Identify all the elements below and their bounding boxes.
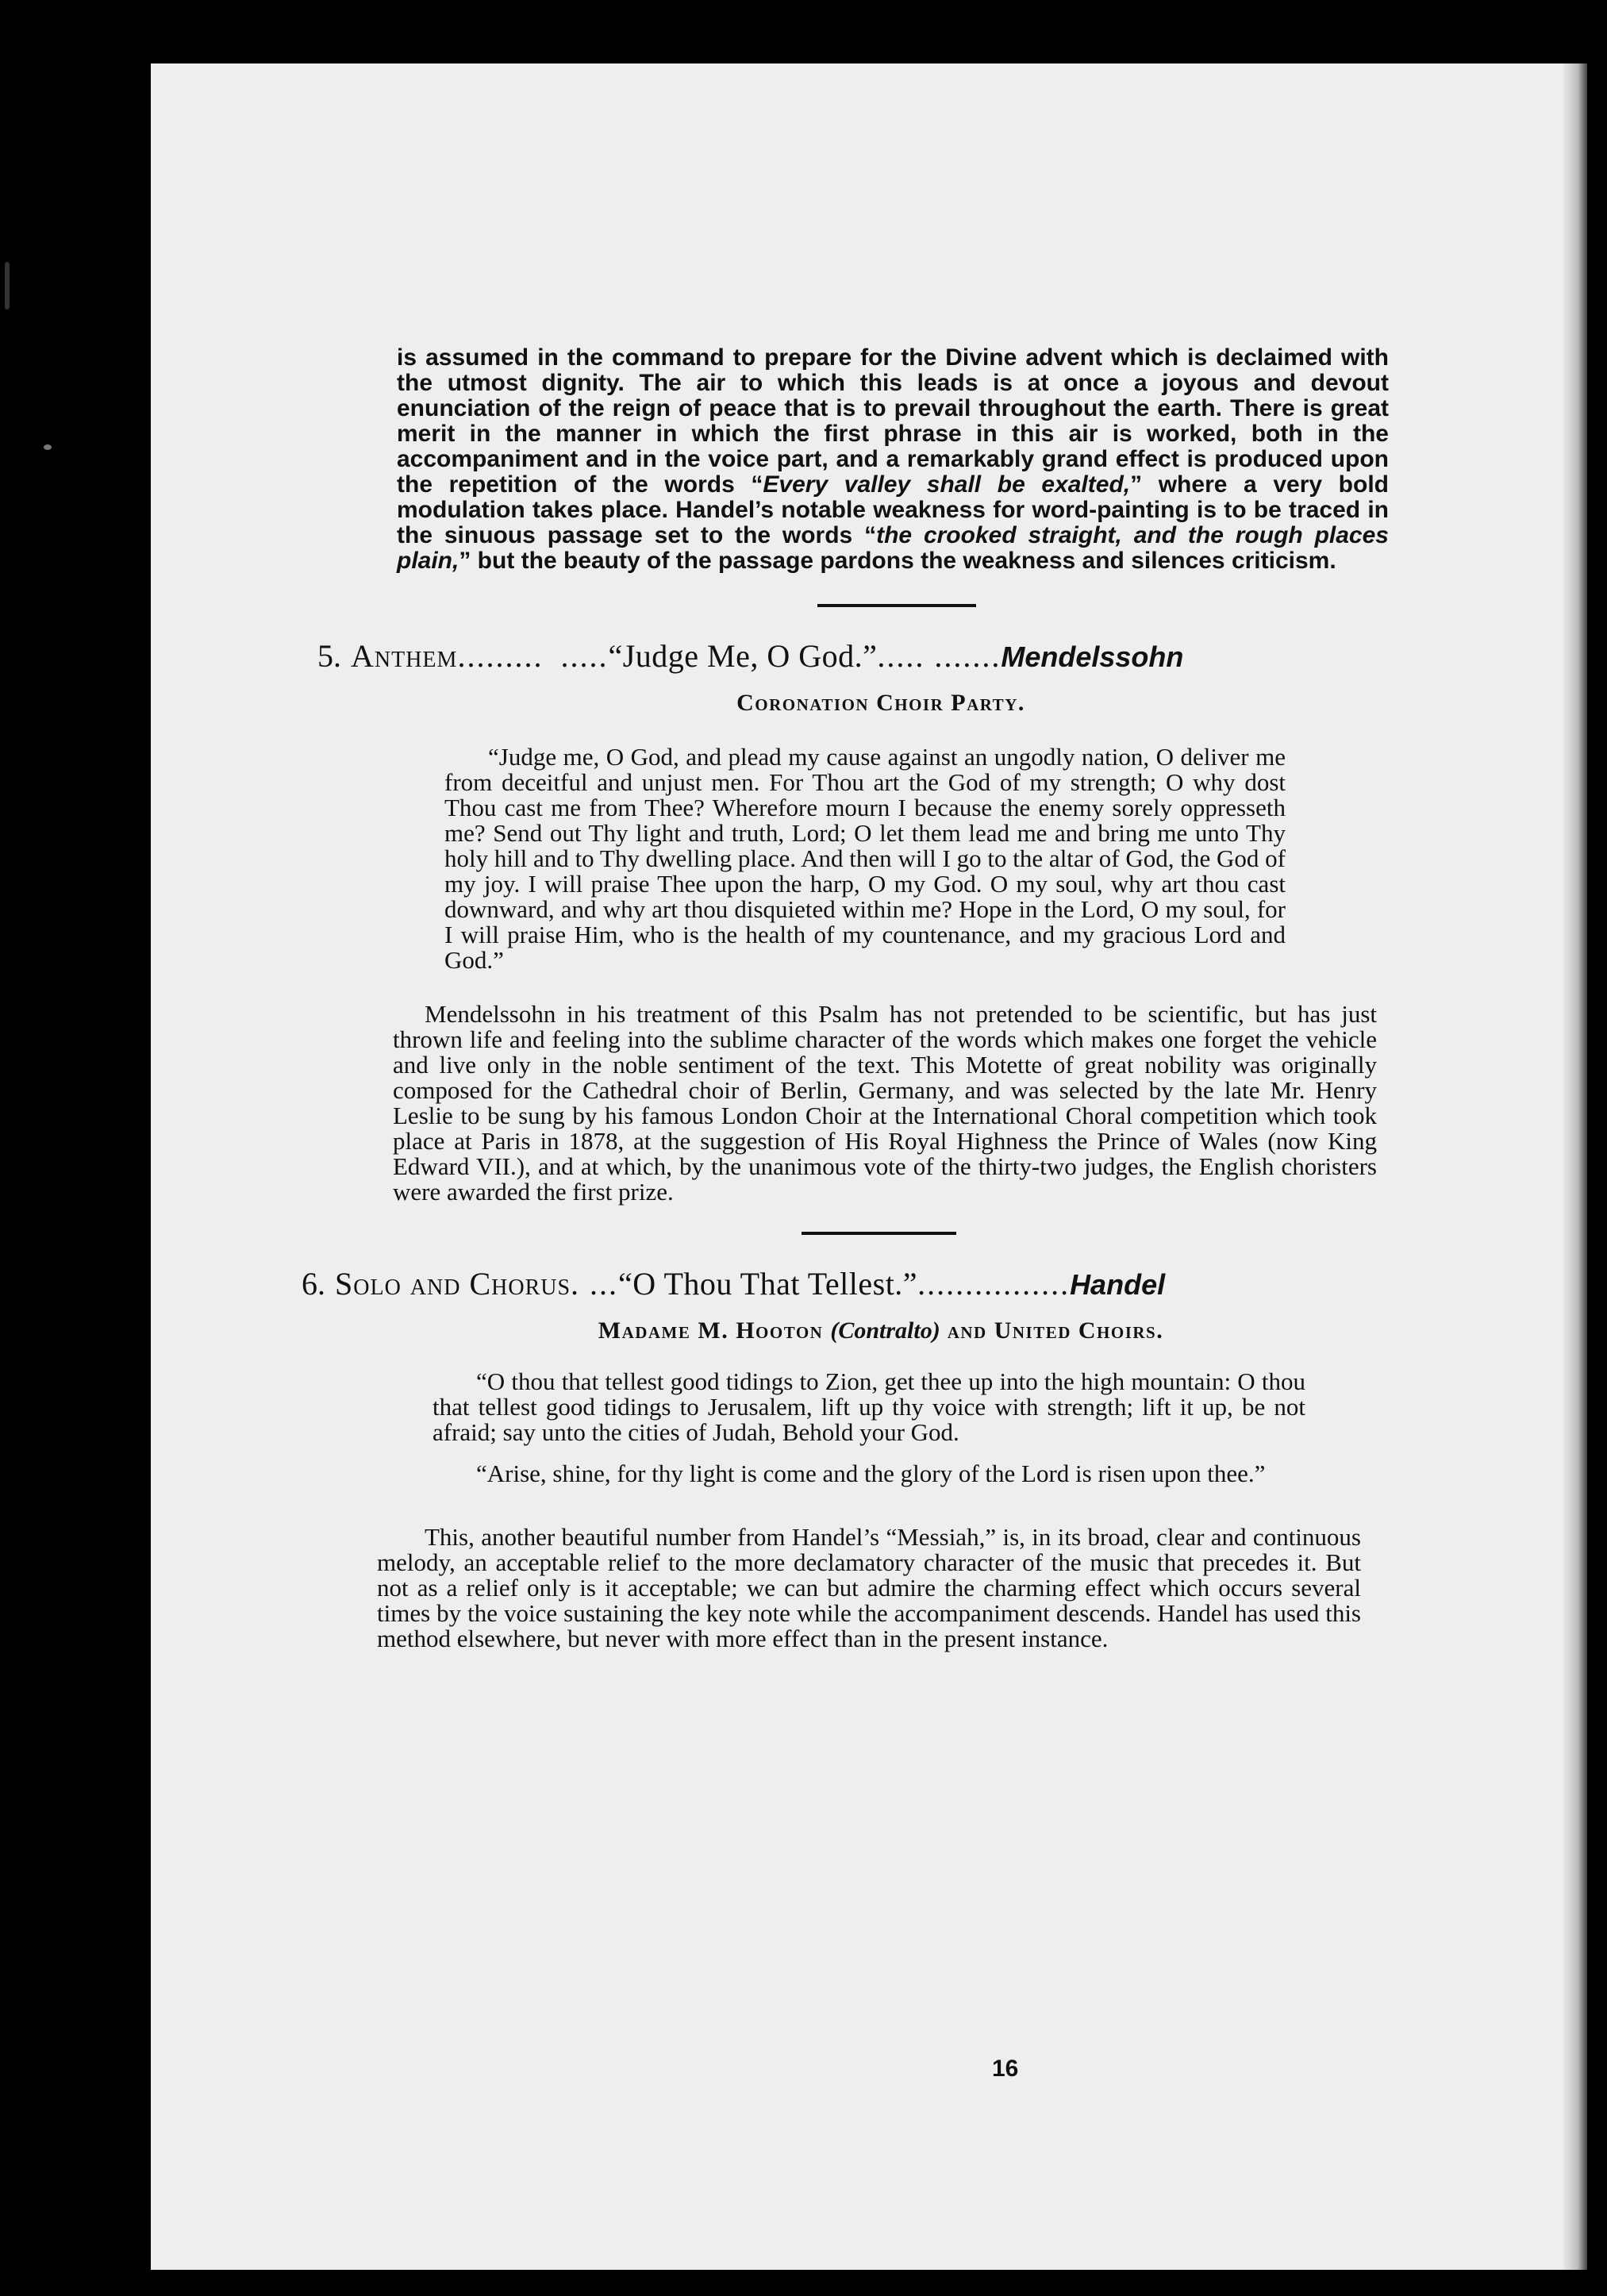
item-kind: Anthem bbox=[351, 638, 458, 674]
programme-item-5-heading bbox=[317, 637, 1397, 676]
scan-speck bbox=[44, 444, 52, 450]
anthem-text-quote: “Judge me, O God, and plead my cause against an ungodly nation, O deliver me from deceitful and unjust men. For Thou art the God of my strength; O why dost Thou cast me from Thee? Wherefore mourn I because the enemy sorely oppresseth me? Send out Thy light and truth, Lord; O let them lead me and bring me unto Thy holy hill and to Thy dwelling place. And then will I go to the altar of God, the God of my joy. I will praise Thee upon the harp, O my God. O my soul, why art thou cast downward, and why art thou disquieted within me? Hope in the Lord, O my soul, for I will praise Him, who is the health of my countenance, and my gracious Lord and God.” bbox=[444, 743, 1286, 974]
item-number: 6. bbox=[302, 1266, 325, 1302]
performer-line bbox=[365, 1317, 1397, 1345]
leader-dots: ..... bbox=[560, 638, 609, 674]
composer-name: Handel bbox=[1070, 1268, 1166, 1301]
page-content bbox=[246, 345, 1397, 1652]
section-divider bbox=[802, 1232, 956, 1235]
paragraph-text: ” where a very bold modulation takes place. Handel’s notable weakness for word-painting is to be traced in the sinuous passage set to the words “ bbox=[397, 471, 1389, 548]
item-title: “O Thou That Tellest.” bbox=[618, 1266, 918, 1302]
solo-text-quote: “O thou that tellest good tidings to Zion, get thee up into the high mountain: O thou that tellest good tidings to Jerusalem, lift up thy voice with strength; lift it up, be not afraid; say unto the cities of Judah, Behold your God. bbox=[433, 1367, 1305, 1446]
leader-dots: . ... bbox=[571, 1266, 619, 1302]
paragraph-text: is assumed in the command to prepare for the Divine advent which is declaimed with the utmost dignity. The air to which this leads is at once a joyous and devout enunciation of the reign of peace that is to prevail throughout the earth. There is great merit in the manner in which the first phrase in this air is worked, both in the accompaniment and in the voice part, and a remarkably grand effect is produced upon the repetition of the words “ bbox=[397, 344, 1389, 498]
item-title: “Judge Me, O God.” bbox=[608, 638, 878, 674]
leader-dots: ..... ....... bbox=[877, 638, 1001, 674]
anthem-commentary: Mendelssohn in his treatment of this Psalm has not pretended to be scientific, but has just thrown life and feeling into the sublime character of the words which makes one forget the vehicle and live only in the noble sentiment of the text. This Motette of great nobility was originally composed for the Cathedral choir of Berlin, Germany, and was selected by the late Mr. Henry Leslie to be sung by his famous London Choir at the International Choral competition which took place at Paris in 1878, at the suggestion of His Royal Highness the Prince of Wales (now King Edward VII.), and at which, by the unanimous vote of the thirty-two judges, the English choristers were awarded the first prize. bbox=[393, 1000, 1377, 1206]
item-number: 5. bbox=[317, 638, 341, 674]
italic-quote: Every valley shall be exalted, bbox=[763, 471, 1131, 498]
italic-quote: the crooked straight, and the rough places plain, bbox=[397, 522, 1389, 574]
paragraph-text: ” but the beauty of the passage pardons the weakness and silences criticism. bbox=[459, 548, 1336, 574]
item-kind: Solo and Chorus bbox=[335, 1266, 571, 1302]
section-divider bbox=[817, 604, 976, 607]
page-binding-shadow bbox=[1563, 63, 1587, 2270]
performer-line: Coronation Choir Party. bbox=[736, 690, 1025, 716]
page-number: 16 bbox=[992, 2056, 1019, 2082]
leader-dots: ................ bbox=[917, 1266, 1071, 1302]
programme-item-6-heading bbox=[302, 1265, 1397, 1304]
performer-name: Madame M. Hooton bbox=[598, 1317, 824, 1344]
performer-ensemble: and United Choirs. bbox=[947, 1317, 1164, 1344]
scan-speck bbox=[5, 262, 10, 310]
continued-paragraph bbox=[397, 345, 1389, 574]
document-page bbox=[151, 63, 1587, 2270]
voice-type: (Contralto) bbox=[830, 1317, 940, 1344]
leader-dots: ......... bbox=[457, 638, 544, 674]
solo-text-quote: “Arise, shine, for thy light is come and the glory of the Lord is risen upon thee.” bbox=[476, 1460, 1266, 1487]
composer-name: Mendelssohn bbox=[1001, 640, 1184, 673]
solo-commentary: This, another beautiful number from Handel’s “Messiah,” is, in its broad, clear and continuous melody, an acceptable relief to the more declamatory character of the music that precedes it. But not as a relief only is it acceptable; we can but admire the charming effect which occurs several times by the voice sustaining the key note while the accompaniment descends. Handel has used this method elsewhere, but never with more effect than in the present instance. bbox=[377, 1523, 1361, 1652]
